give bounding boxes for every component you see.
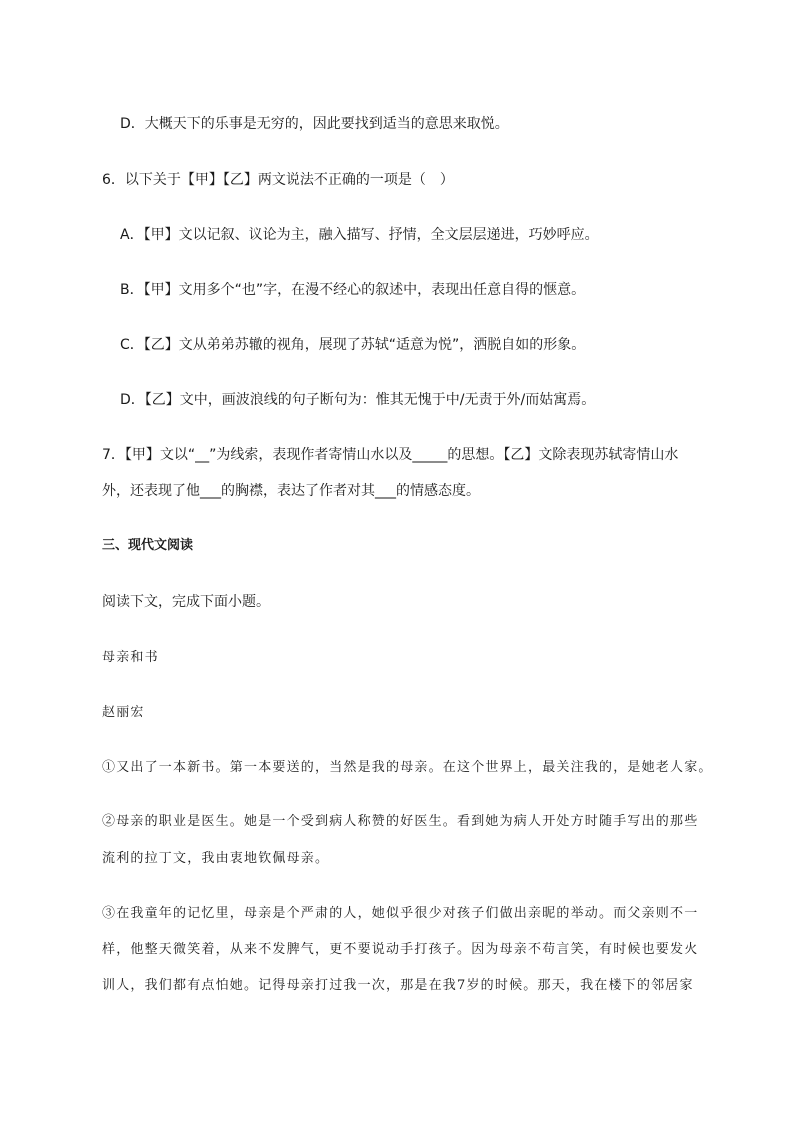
article-paragraph-1: ①又出了一本新书。第一本要送的，当然是我的母亲。在这个世界上，最关注我的，是她老人家。 xyxy=(102,760,713,775)
q7-line-2: 外，还表现了他___的胸襟，表达了作者对其___的情感态度。 xyxy=(102,483,480,499)
q6-stem: 6．以下关于【甲】【乙】两文说法不正确的一项是（ ） xyxy=(102,172,454,188)
article-paragraph-2: ②母亲的职业是医生。她是一个受到病人称赞的好医生。看到她为病人开处方时随手写出的那些 xyxy=(102,814,699,829)
article-paragraph-2-cont: 流利的拉丁文，我由衷地钦佩母亲。 xyxy=(102,851,330,866)
q6-option-d: D．【乙】文中，画波浪线的句子断句为：惟其无愧于中/无责于外/而姑寓焉。 xyxy=(120,392,596,408)
article-author: 赵丽宏 xyxy=(102,705,145,720)
q6-option-b: B．【甲】文用多个“也”字，在漫不经心的叙述中，表现出任意自得的惬意。 xyxy=(120,282,586,298)
section-heading: 三、现代文阅读 xyxy=(102,538,194,553)
reading-instruction: 阅读下文，完成下面小题。 xyxy=(102,594,270,610)
q6-option-c: C．【乙】文从弟弟苏辙的视角，展现了苏轼“适意为悦”，洒脱自如的形象。 xyxy=(120,337,586,353)
article-paragraph-3-cont-1: 样，他整天微笑着，从来不发脾气，更不要说动手打孩子。因为母亲不苟言笑，有时候也要发火 xyxy=(102,942,699,957)
q5-option-d: D．大概天下的乐事是无穷的，因此要找到适当的意思来取悦。 xyxy=(120,116,509,132)
q7-line-1: 7．【甲】文以“__”为线索，表现作者寄情山水以及_____的思想。【乙】文除表现苏轼寄情山水 xyxy=(102,447,679,463)
q6-option-a: A．【甲】文以记叙、议论为主，融入描写、抒情，全文层层递进，巧妙呼应。 xyxy=(120,227,599,243)
article-paragraph-3-cont-2: 训人，我们都有点怕她。记得母亲打过我一次，那是在我7岁的时候。那天，我在楼下的邻居家 xyxy=(102,978,694,993)
article-title: 母亲和书 xyxy=(102,650,159,665)
article-paragraph-3: ③在我童年的记忆里，母亲是个严肃的人，她似乎很少对孩子们做出亲昵的举动。而父亲则不一 xyxy=(102,906,699,921)
